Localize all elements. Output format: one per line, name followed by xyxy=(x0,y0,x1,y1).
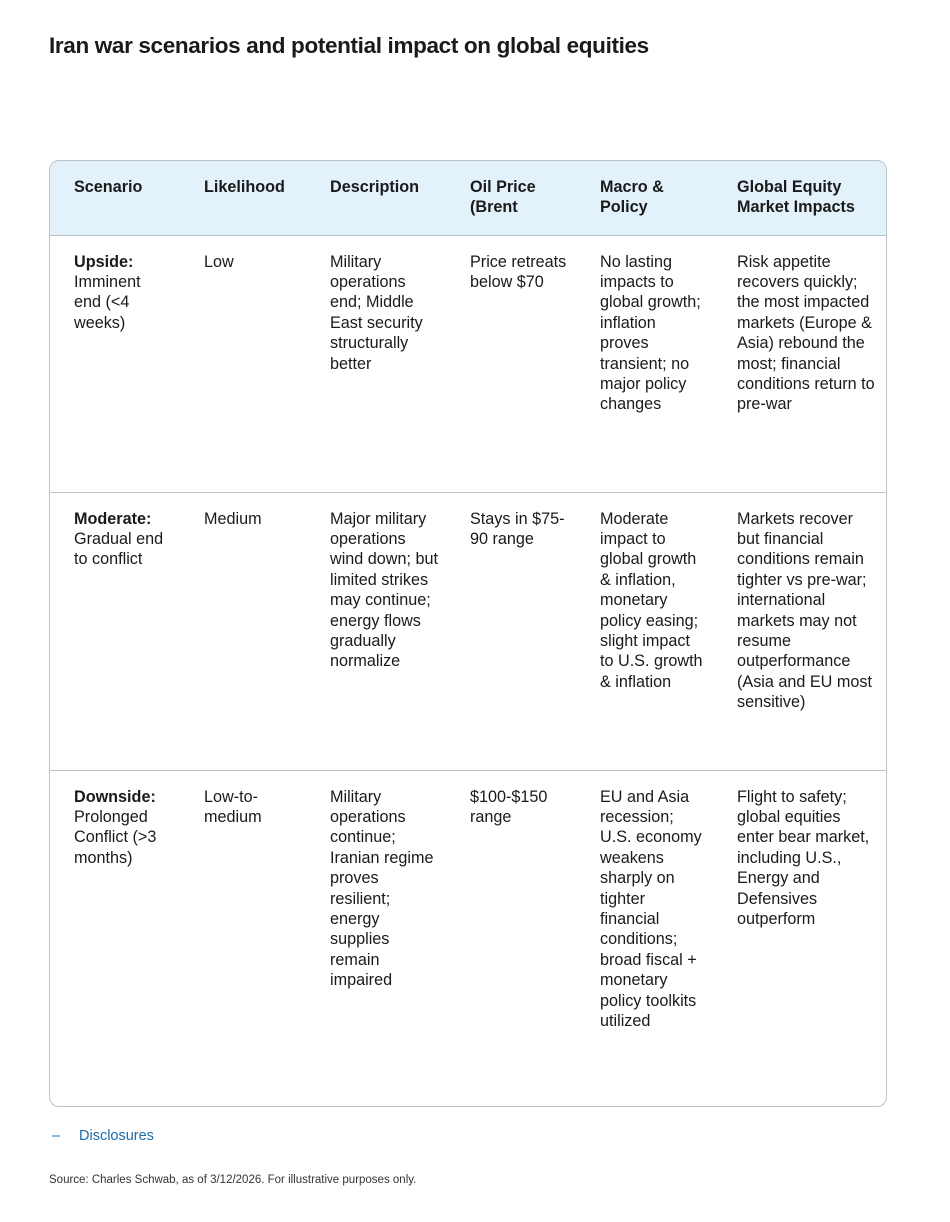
scenario-name: Upside: xyxy=(74,252,134,271)
disclosures-label[interactable]: Disclosures xyxy=(79,1128,154,1144)
scenario-name: Moderate: xyxy=(74,509,152,528)
cell-scenario xyxy=(50,770,180,1106)
header-oil-price: Oil Price (Brent xyxy=(446,161,576,235)
cell-oil-price: $100-$150 range xyxy=(470,787,548,826)
cell-equity-impacts: Markets recover but financial conditions remain tighter vs pre-war; international markets may not resume outperformance (Asia and EU most sensitive) xyxy=(713,492,886,770)
cell-equity-impacts: Flight to safety; global equities enter bear market, including U.S., Energy and Defensives outperform xyxy=(737,787,870,928)
cell-scenario xyxy=(50,235,180,492)
cell-macro-policy: No lasting impacts to global growth; inflation proves transient; no major policy changes xyxy=(576,235,713,492)
disclosures-toggle[interactable] xyxy=(51,1127,154,1145)
header-description: Description xyxy=(306,161,446,235)
header-likelihood: Likelihood xyxy=(180,161,306,235)
cell-oil-price: Price retreats below $70 xyxy=(446,235,576,492)
scenario-detail: Prolonged Conflict (>3 months) xyxy=(74,807,157,867)
table-row xyxy=(50,235,886,492)
cell-description: Military operations continue; Iranian regime proves resilient; energy supplies remain impaired xyxy=(330,787,434,990)
cell-description: Major military operations wind down; but limited strikes may continue; energy flows gradually normalize xyxy=(306,492,446,770)
scenario-detail: Imminent end (<4 weeks) xyxy=(74,272,141,332)
cell-macro-policy: Moderate impact to global growth & inflation, monetary policy easing; slight impact to U.S. growth & inflation xyxy=(576,492,713,770)
header-equity-impacts: Global Equity Market Impacts xyxy=(713,161,886,235)
cell-oil-price: Stays in $75-90 range xyxy=(446,492,576,770)
header-macro-policy: Macro & Policy xyxy=(576,161,713,235)
cell-likelihood: Medium xyxy=(180,492,306,770)
cell-description: Military operations end; Middle East security structurally better xyxy=(306,235,446,492)
scenario-table xyxy=(49,160,887,1107)
scenario-name: Downside: xyxy=(74,787,156,806)
cell-equity-impacts: Risk appetite recovers quickly; the most impacted markets (Europe & Asia) rebound the most; financial conditions return to pre-war xyxy=(713,235,886,492)
table-row xyxy=(50,492,886,770)
page-title: Iran war scenarios and potential impact on global equities xyxy=(49,33,649,58)
cell-scenario xyxy=(50,492,180,770)
header-scenario: Scenario xyxy=(50,161,180,235)
cell-macro-policy: EU and Asia recession; U.S. economy weakens sharply on tighter financial conditions; broad fiscal + monetary policy toolkits utilized xyxy=(600,787,702,1030)
cell-likelihood: Low-to-medium xyxy=(204,787,262,826)
source-note: Source: Charles Schwab, as of 3/12/2026. For illustrative purposes only. xyxy=(49,1174,417,1186)
table-header-row xyxy=(50,161,886,235)
minus-icon: – xyxy=(51,1128,61,1144)
cell-likelihood: Low xyxy=(180,235,306,492)
scenario-detail: Gradual end to conflict xyxy=(74,529,164,569)
table-row xyxy=(50,770,886,1106)
